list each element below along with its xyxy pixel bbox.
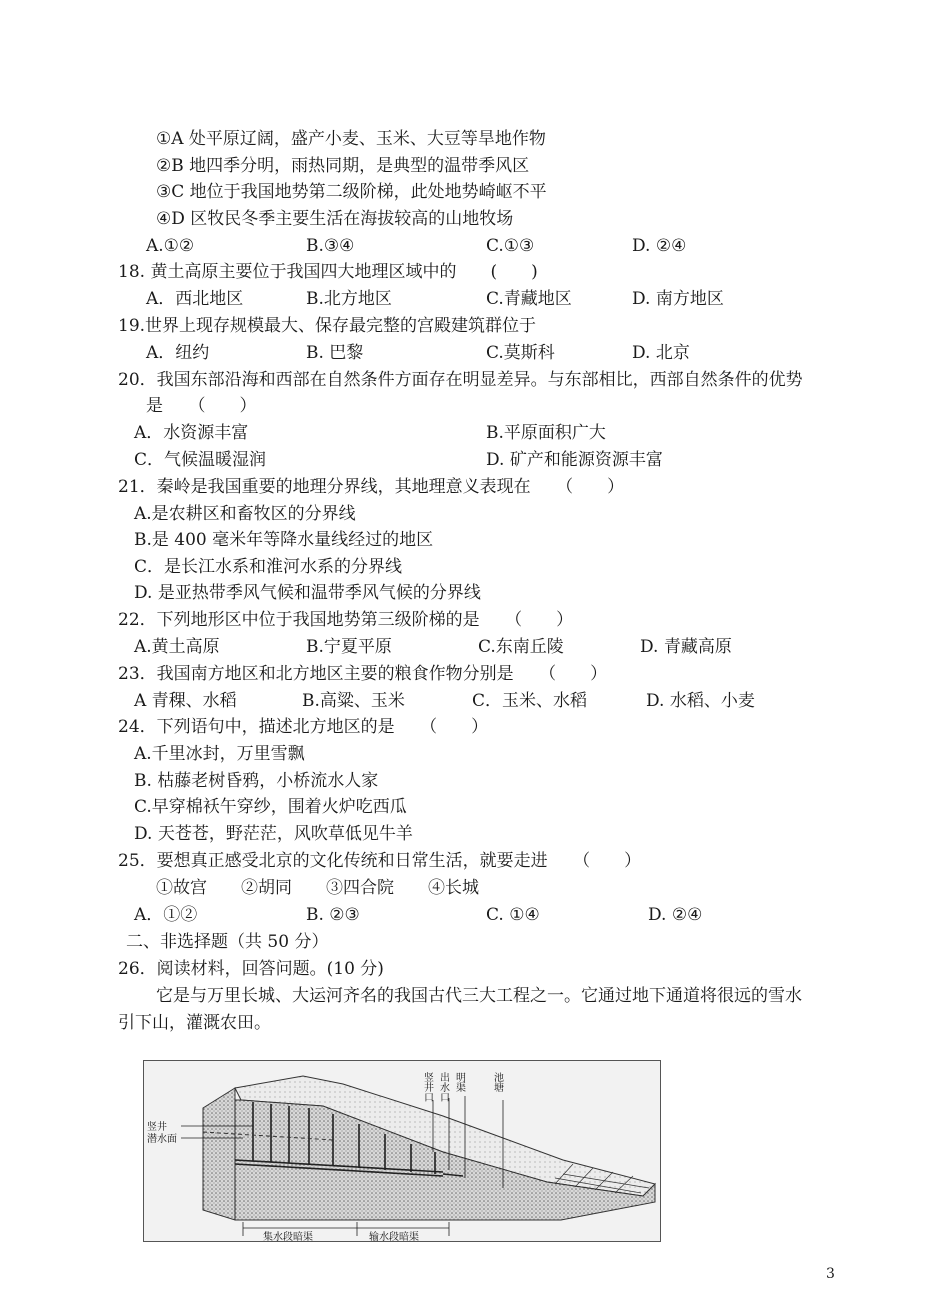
- q25-option-c: C. ①④: [486, 905, 540, 925]
- q21-option-b: B.是 400 毫米年等降水量线经过的地区: [134, 530, 434, 550]
- q17-option-a: A.①②: [146, 236, 195, 256]
- q22-option-a: A.黄土高原: [134, 637, 220, 657]
- block-left-face: [203, 1088, 235, 1220]
- q25-option-d: D. ②④: [648, 905, 703, 925]
- section-heading: 二、非选择题（共 50 分）: [126, 932, 329, 952]
- q22-stem: 22．下列地形区中位于我国地势第三级阶梯的是 （ ）: [118, 610, 574, 630]
- karez-diagram: [143, 1060, 661, 1242]
- label-pond: 池塘: [491, 1072, 503, 1092]
- q21-stem: 21．秦岭是我国重要的地理分界线，其地理意义表现在 （ ）: [118, 477, 625, 497]
- q24-stem: 24．下列语句中，描述北方地区的是 （ ）: [118, 717, 489, 737]
- q22-option-c: C.东南丘陵: [478, 637, 564, 657]
- q20-stem-line2: 是 （ ）: [146, 396, 257, 416]
- q24-option-b: B. 枯藤老树昏鸦，小桥流水人家: [134, 771, 379, 791]
- q17-statement-3: ③C 地位于我国地势第二级阶梯，此处地势崎岖不平: [156, 182, 547, 202]
- q22-option-d: D. 青藏高原: [640, 637, 732, 657]
- q20-option-c: C．气候温暖湿润: [134, 450, 267, 470]
- q19-stem: 19.世界上现存规模最大、保存最完整的宫殿建筑群位于: [118, 316, 537, 336]
- q26-stem: 26．阅读材料，回答问题。(10 分): [118, 959, 384, 979]
- q19-option-c: C.莫斯科: [486, 343, 555, 363]
- q25-items: ①故宫 ②胡同 ③四合院 ④长城: [156, 878, 479, 898]
- q20-option-b: B.平原面积广大: [486, 423, 606, 443]
- q23-option-c: C．玉米、水稻: [472, 691, 588, 711]
- q26-material-line2: 引下山，灌溉农田。: [118, 1013, 271, 1033]
- q23-option-a: A 青稞、水稻: [134, 691, 237, 711]
- q18-stem: 18. 黄土高原主要位于我国四大地理区域中的 ( ): [118, 262, 538, 282]
- q25-option-b: B. ②③: [306, 905, 360, 925]
- q18-option-b: B.北方地区: [306, 289, 392, 309]
- q18-option-a: A．西北地区: [146, 289, 244, 309]
- q25-stem: 25．要想真正感受北京的文化传统和日常生活，就要走进 （ ）: [118, 851, 642, 871]
- q17-option-b: B.③④: [306, 236, 355, 256]
- q23-option-b: B.高粱、玉米: [302, 691, 405, 711]
- q25-option-a: A．①②: [134, 905, 198, 925]
- q20-stem-line1: 20．我国东部沿海和西部在自然条件方面存在明显差异。与东部相比，西部自然条件的优势: [118, 370, 803, 390]
- q19-option-a: A．纽约: [146, 343, 210, 363]
- karez-diagram-svg: [143, 1060, 661, 1242]
- label-shaft: 竖井: [147, 1122, 167, 1133]
- label-shaft-mouth: 竖井口: [421, 1072, 433, 1102]
- q20-option-a: A．水资源丰富: [134, 423, 249, 443]
- q20-option-d: D. 矿产和能源资源丰富: [486, 450, 663, 470]
- q21-option-d: D. 是亚热带季风气候和温带季风气候的分界线: [134, 583, 481, 603]
- label-water-table: 潜水面: [147, 1134, 177, 1145]
- q17-option-c: C.①③: [486, 236, 535, 256]
- q17-statement-1: ①A 处平原辽阔，盛产小麦、玉米、大豆等旱地作物: [156, 129, 546, 149]
- q17-statement-4: ④D 区牧民冬季主要生活在海拔较高的山地牧场: [156, 209, 514, 229]
- label-outlet: 出水口: [437, 1072, 449, 1102]
- q26-material-line1: 它是与万里长城、大运河齐名的我国古代三大工程之一。它通过地下通道将很远的雪水: [156, 986, 802, 1006]
- q19-option-d: D. 北京: [632, 343, 690, 363]
- q18-option-d: D. 南方地区: [632, 289, 724, 309]
- q21-option-a: A.是农耕区和畜牧区的分界线: [134, 504, 356, 524]
- label-open-canal: 明渠: [453, 1072, 465, 1092]
- q23-option-d: D. 水稻、小麦: [646, 691, 755, 711]
- label-transport-section: 输水段暗渠: [369, 1232, 419, 1242]
- q24-option-a: A.千里冰封，万里雪飘: [134, 744, 305, 764]
- label-collect-section: 集水段暗渠: [263, 1232, 313, 1242]
- q18-option-c: C.青藏地区: [486, 289, 572, 309]
- q17-option-d: D. ②④: [632, 236, 687, 256]
- q22-option-b: B.宁夏平原: [306, 637, 392, 657]
- q24-option-c: C.早穿棉袄午穿纱，围着火炉吃西瓜: [134, 797, 407, 817]
- q21-option-c: C．是长江水系和淮河水系的分界线: [134, 557, 403, 577]
- q17-statement-2: ②B 地四季分明，雨热同期，是典型的温带季风区: [156, 156, 530, 176]
- q24-option-d: D. 天苍苍，野茫茫，风吹草低见牛羊: [134, 824, 413, 844]
- q19-option-b: B. 巴黎: [306, 343, 364, 363]
- q23-stem: 23．我国南方地区和北方地区主要的粮食作物分别是 （ ）: [118, 664, 608, 684]
- page-number: 3: [826, 1266, 835, 1282]
